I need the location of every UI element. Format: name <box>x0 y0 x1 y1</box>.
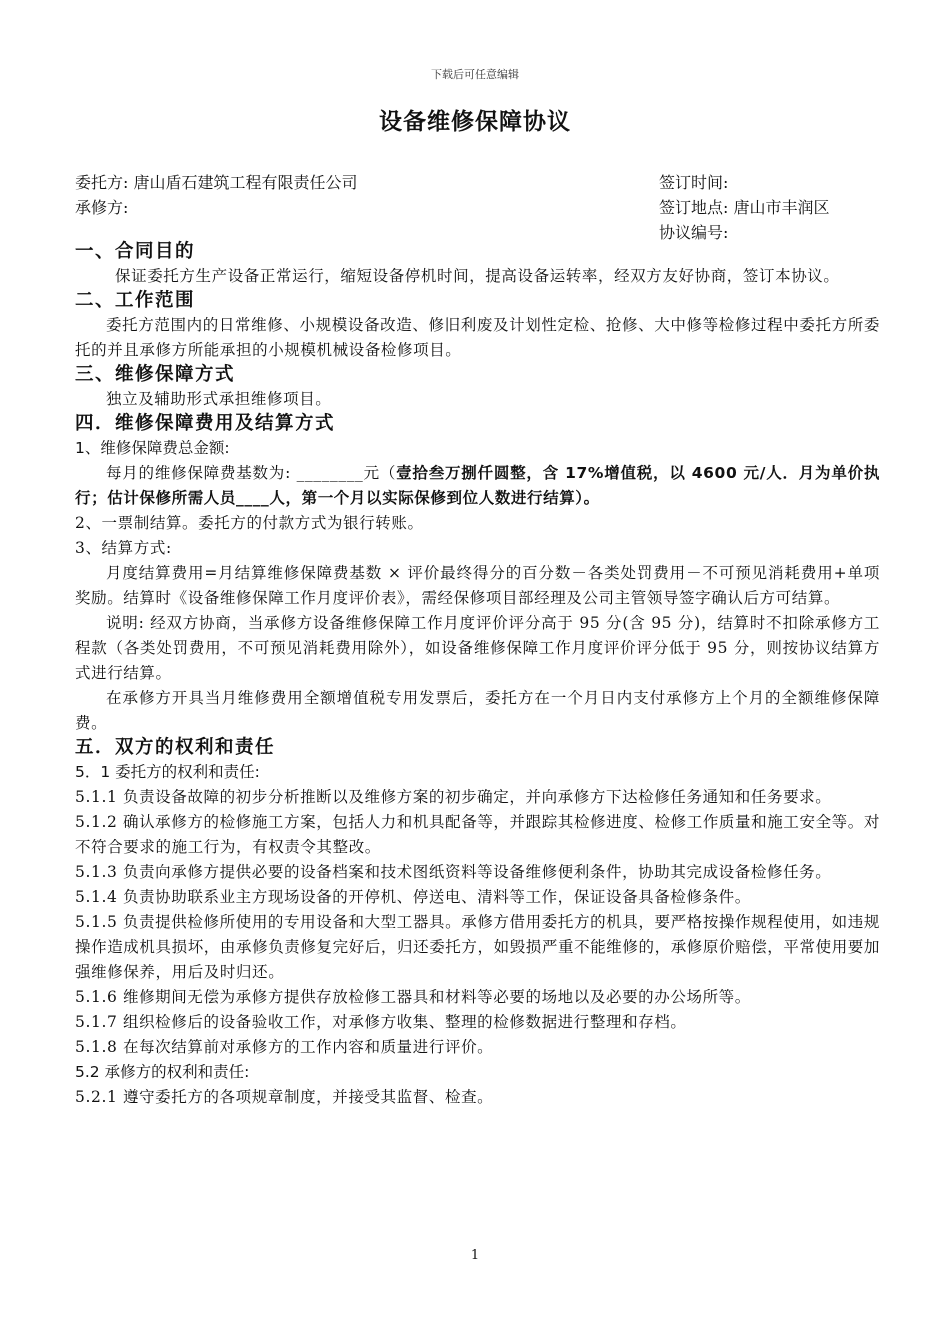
clause-5-1-2: 5.1.2 确认承修方的检修施工方案，包括人力和机具配备等，并跟踪其检修进度、检修工作质量和施工安全等。对不符合要求的施工行为，有权责令其整改。 <box>75 813 880 856</box>
agreement-no: 协议编号: <box>659 223 729 242</box>
page-number: 1 <box>470 1248 480 1263</box>
document-title: 设备维修保障协议 <box>379 109 571 135</box>
section-2-text: 委托方范围内的日常维修、小规模设备改造、修旧利废及计划性定检、抢修、大中修等检修过程中委托方所委托的并且承修方所能承担的小规模机械设备检修项目。 <box>75 316 880 359</box>
section-4-note: 说明: 经双方协商，当承修方设备维修保障工作月度评价评分高于 95 分(含 95 分)，结算时不扣除承修方工程款（各类处罚费用，不可预见消耗费用除外），如设备维修保障工作月度评价评分低于 95 分，则按协议结算方式进行结算。 <box>75 614 880 682</box>
clause-5-1-5: 5.1.5 负责提供检修所使用的专用设备和大型工器具。承修方借用委托方的机具，要严格按操作规程使用，如违规操作造成机具损坏，由承修负责修复完好后，归还委托方，如毁损严重不能维修的，承修原价赔偿，平常使用要加强维修保养，用后及时归还。 <box>75 913 881 981</box>
section-3-text: 独立及辅助形式承担维修项目。 <box>106 390 332 408</box>
clause-5-1-6: 5.1.6 维修期间无偿为承修方提供存放检修工器具和材料等必要的场地以及必要的办公场所等。 <box>75 988 751 1006</box>
client-line: 委托方: 唐山盾石建筑工程有限责任公司 <box>75 173 358 192</box>
fee-base: 每月的维修保障费基数为: ________元（ <box>106 464 397 482</box>
contractor-line: 承修方: <box>75 198 129 217</box>
clause-5-1-7: 5.1.7 组织检修后的设备验收工作，对承修方收集、整理的检修数据进行整理和存档。 <box>75 1013 687 1031</box>
section-4-title: 四．维修保障费用及结算方式 <box>75 413 336 434</box>
section-5-2: 5.2 承修方的权利和责任: <box>75 1063 250 1081</box>
clause-5-1-8: 5.1.8 在每次结算前对承修方的工作内容和质量进行评价。 <box>75 1038 494 1056</box>
sign-place: 签订地点: 唐山市丰润区 <box>659 198 830 217</box>
section-4-2: 2、一票制结算。委托方的付款方式为银行转账。 <box>75 514 424 532</box>
header-note: 下载后可任意编辑 <box>431 68 519 81</box>
section-1-text: 保证委托方生产设备正常运行，缩短设备停机时间，提高设备运转率，经双方友好协商，签订本协议。 <box>115 267 840 285</box>
section-1-title: 一、合同目的 <box>75 241 196 262</box>
section-5-1: 5．1 委托方的权利和责任: <box>75 763 260 781</box>
section-4-1: 1、维修保障费总金额: <box>75 439 230 457</box>
fee-detail: 壹拾叁万捌仟圆整，含 17%增值税，以 4600 元/人．月为单价执行；估计保修所需人员____人，第一个月以实际保修到位人数进行结算）。 <box>75 464 880 507</box>
section-2-title: 二、工作范围 <box>75 290 196 311</box>
clause-5-2-1: 5.2.1 遵守委托方的各项规章制度，并接受其监督、检查。 <box>75 1088 494 1106</box>
clause-5-1-4: 5.1.4 负责协助联系业主方现场设备的开停机、停送电、清料等工作，保证设备具备检修条件。 <box>75 888 751 906</box>
section-4-1-text <box>75 461 880 511</box>
document-body <box>75 240 880 1110</box>
clause-5-1-1: 5.1.1 负责设备故障的初步分析推断以及维修方案的初步确定，并向承修方下达检修任务通知和任务要求。 <box>75 788 832 806</box>
sign-time: 签订时间: <box>659 173 729 192</box>
section-4-3: 3、结算方式: <box>75 539 172 557</box>
clause-5-1-3: 5.1.3 负责向承修方提供必要的设备档案和技术图纸资料等设备维修便利条件，协助其完成设备检修任务。 <box>75 863 832 881</box>
section-4-payment: 在承修方开具当月维修费用全额增值税专用发票后，委托方在一个月日内支付承修方上个月的全额维修保障费。 <box>75 689 880 732</box>
section-5-title: 五．双方的权利和责任 <box>75 737 276 758</box>
section-3-title: 三、维修保障方式 <box>75 364 236 385</box>
section-4-3-text: 月度结算费用=月结算维修保障费基数 × 评价最终得分的百分数－各类处罚费用－不可预见消耗费用+单项奖励。结算时《设备维修保障工作月度评价表》，需经保修项目部经理及公司主管领导签字确认后方可结算。 <box>75 564 880 607</box>
